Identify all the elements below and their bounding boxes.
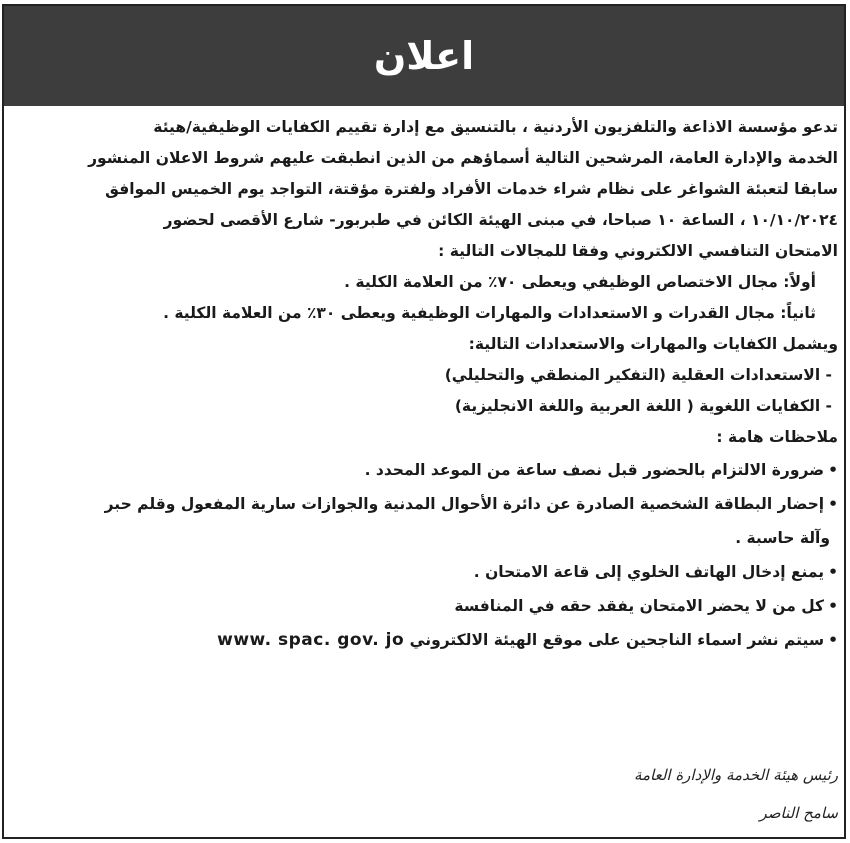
note-text: سيتم نشر اسماء الناجحين على موقع الهيئة الالكتروني [409,631,825,649]
signatory-title: رئيس هيئة الخدمة والإدارة العامة [633,766,838,784]
competencies-intro: ويشمل الكفايات والمهارات والاستعدادات التالية: [468,335,838,353]
bullet-icon: • [828,563,838,581]
body-line: ١٠/١٠/٢٠٢٤ ، الساعة ١٠ صباحا، في مبنى الهيئة الكائن في طبربور- شارع الأقصى لحضور [163,211,838,229]
bullet-icon: • [828,495,838,513]
exam-area-second: ثانياً: مجال القدرات و الاستعدادات والمهارات الوظيفية ويعطى ٣٠٪ من العلامة الكلية . [163,304,816,322]
note-item [12,589,838,623]
body-line: تدعو مؤسسة الاذاعة والتلفزيون الأردنية ، بالتنسيق مع إدارة تقييم الكفايات الوظيفية/هيئة [153,118,838,136]
note-item [12,555,838,589]
body-line: الامتحان التنافسي الالكتروني وفقا للمجالات التالية : [438,242,838,260]
bullet-icon: • [828,631,838,649]
announcement-body [12,112,838,657]
note-text: ضرورة الالتزام بالحضور قبل نصف ساعة من الموعد المحدد . [364,461,825,479]
competency-item: - الاستعدادات العقلية (التفكير المنطقي والتحليلي) [444,366,832,384]
bullet-icon: • [828,597,838,615]
note-item [12,487,838,521]
website-link[interactable]: www. spac. gov. jo [217,630,405,650]
note-text: يمنع إدخال الهاتف الخلوي إلى قاعة الامتحان . [473,563,825,581]
note-text: إحضار البطاقة الشخصية الصادرة عن دائرة الأحوال المدنية والجوازات سارية المفعول وقلم حبر [104,495,825,513]
announcement-header [4,6,844,106]
signature-block [634,756,838,832]
bullet-icon: • [828,461,838,479]
body-line: الخدمة والإدارة العامة، المرشحين التالية أسماؤهم من الذين انطبقت عليهم شروط الاعلان المنشور [88,149,838,167]
competency-item: - الكفايات اللغوية ( اللغة العربية واللغة الانجليزية) [454,397,832,415]
signatory-name: سامح الناصر [759,804,838,822]
note-item [12,453,838,487]
note-continuation: وآلة حاسبة . [735,529,830,547]
body-line: سابقا لتعبئة الشواغر على نظام شراء خدمات الأفراد ولفترة مؤقتة، التواجد يوم الخميس الموافق [105,180,838,198]
announcement-frame [2,4,846,839]
note-text: كل من لا يحضر الامتحان يفقد حقه في المنافسة [454,597,825,615]
exam-area-first: أولاً: مجال الاختصاص الوظيفي ويعطى ٧٠٪ من العلامة الكلية . [344,273,816,291]
notes-title: ملاحظات هامة : [716,428,838,446]
note-item [12,623,838,657]
announcement-title: اعلان [373,34,475,78]
